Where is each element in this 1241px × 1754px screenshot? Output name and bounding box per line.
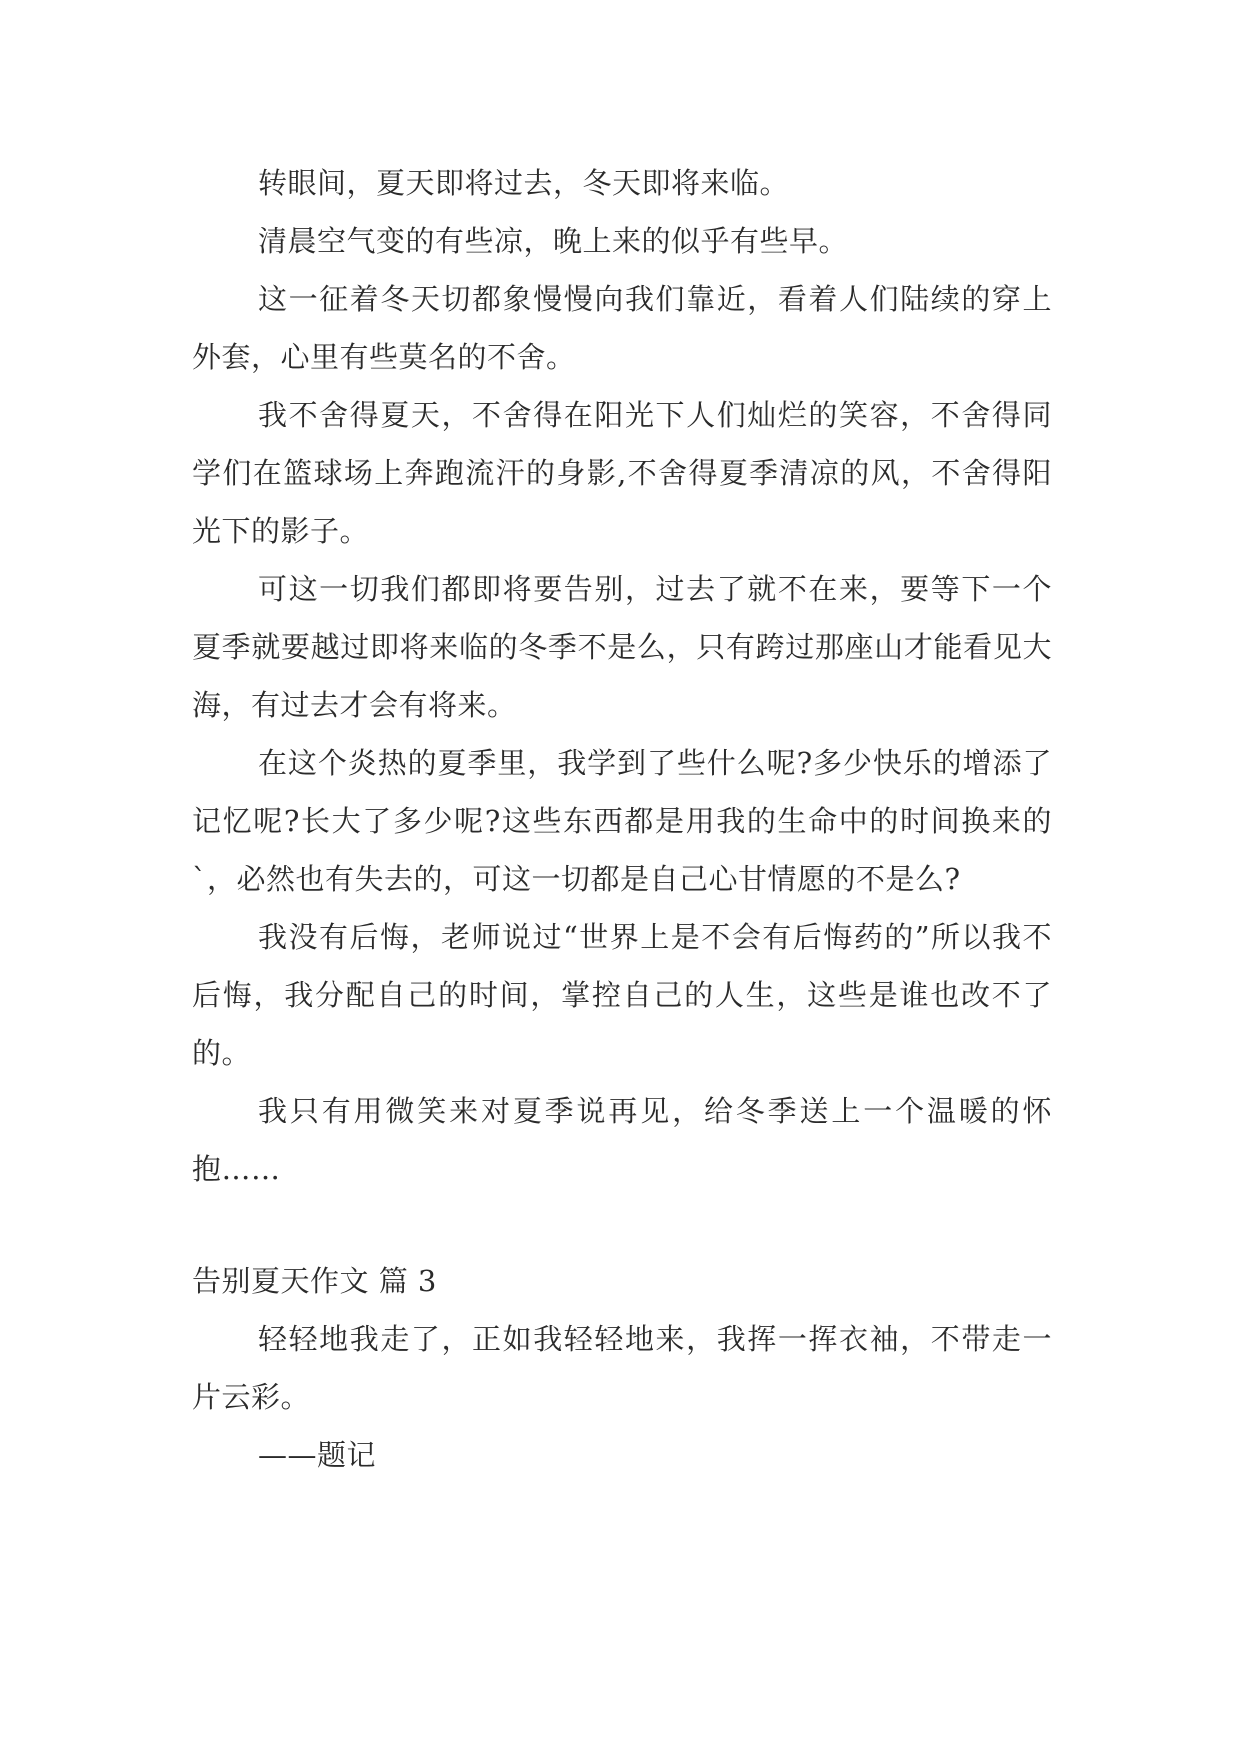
paragraph: 我没有后悔，老师说过“世界上是不会有后悔药的”所以我不后悔，我分配自己的时间，掌控自己的人生，这些是谁也改不了的。	[192, 920, 1052, 1070]
paragraph: 我不舍得夏天，不舍得在阳光下人们灿烂的笑容，不舍得同学们在篮球场上奔跑流汗的身影,不舍得夏季清凉的风，不舍得阳光下的影子。	[192, 398, 1052, 548]
paragraph: 转眼间，夏天即将过去，冬天即将来临。	[258, 166, 790, 200]
epigraph-tag: ——题记	[258, 1438, 377, 1472]
paragraph: 我只有用微笑来对夏季说再见，给冬季送上一个温暖的怀抱……	[192, 1094, 1052, 1186]
paragraph: 可这一切我们都即将要告别，过去了就不在来，要等下一个夏季就要越过即将来临的冬季不是么，只有跨过那座山才能看见大海，有过去才会有将来。	[192, 572, 1052, 722]
section-title: 告别夏天作文 篇 3	[192, 1264, 437, 1298]
paragraph: 轻轻地我走了，正如我轻轻地来，我挥一挥衣袖，不带走一片云彩。	[192, 1322, 1052, 1414]
document-body	[192, 154, 1052, 1484]
paragraph: 清晨空气变的有些凉，晚上来的似乎有些早。	[258, 224, 849, 258]
paragraph: 在这个炎热的夏季里，我学到了些什么呢?多少快乐的增添了记忆呢?长大了多少呢?这些东西都是用我的生命中的时间换来的`，必然也有失去的，可这一切都是自己心甘情愿的不是么?	[192, 746, 1052, 896]
paragraph: 这一征着冬天切都象慢慢向我们靠近，看着人们陆续的穿上外套，心里有些莫名的不舍。	[192, 282, 1052, 374]
